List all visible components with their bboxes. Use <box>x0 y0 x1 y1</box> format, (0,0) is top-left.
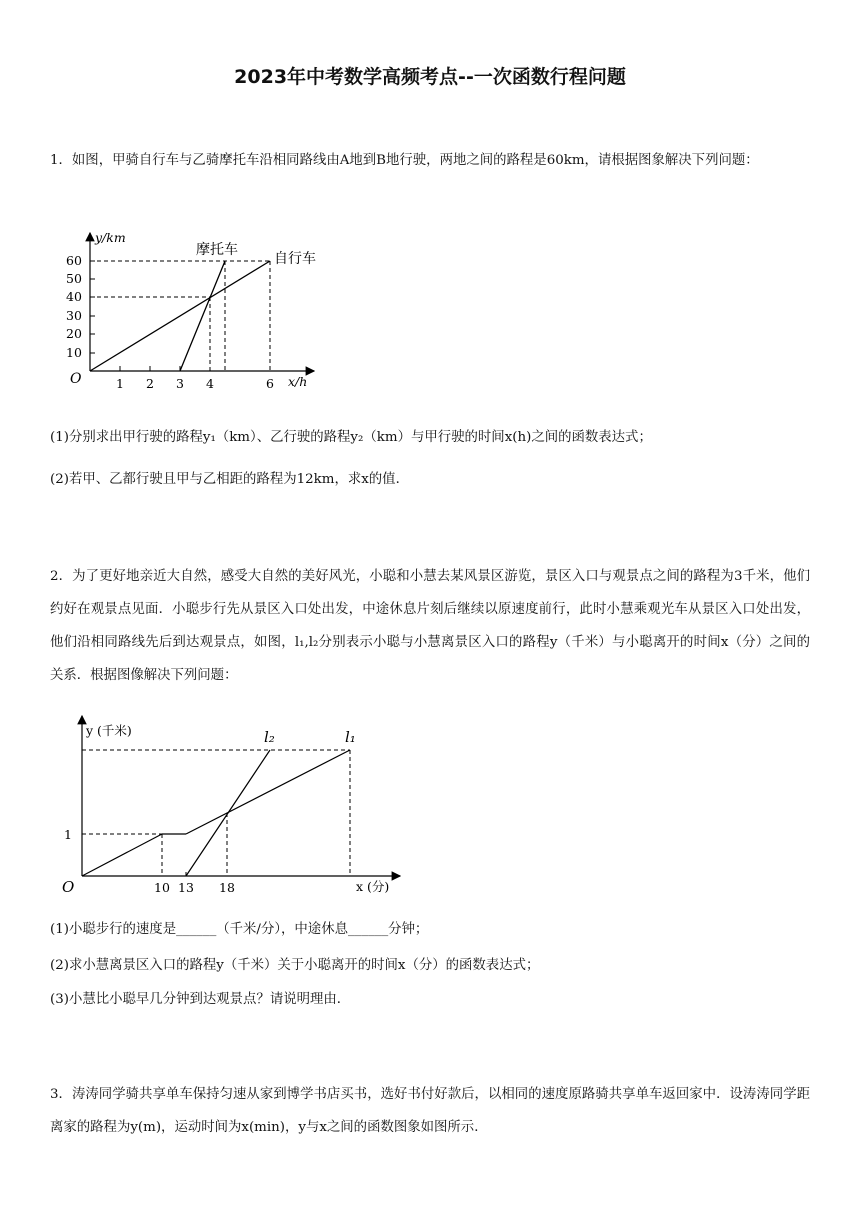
q2-part3: (3)小慧比小聪早几分钟到达观景点？请说明理由． <box>50 992 351 1007</box>
q1-part1: (1)分别求出甲行驶的路程y₁（km）、乙行驶的路程y₂（km）与甲行驶的时间x(h)之间的函数表达式； <box>50 430 652 445</box>
q1-ytick-30: 30 <box>66 308 82 323</box>
q2-xtick-18: 18 <box>219 880 235 895</box>
q2-graph <box>60 712 420 897</box>
q2-xtick-13: 13 <box>178 880 194 895</box>
q2-xtick-10: 10 <box>154 880 170 895</box>
q2-xlabel: x (分) <box>356 879 390 894</box>
q1-xtick-6: 6 <box>266 376 274 391</box>
q1-ytick-20: 20 <box>66 326 82 341</box>
q1-ytick-60: 60 <box>66 253 82 268</box>
bicycle-label: 自行车 <box>274 251 316 267</box>
q1-ytick-50: 50 <box>66 271 82 286</box>
l2-label: l₂ <box>264 728 275 746</box>
q1-stem: 1．如图，甲骑自行车与乙骑摩托车沿相同路线由A地到B地行驶，两地之间的路程是60km，请根据图象解决下列问题： <box>50 153 759 168</box>
q1-ylabel: y/km <box>95 230 126 245</box>
page-title: 2023年中考数学高频考点--一次函数行程问题 <box>234 66 626 88</box>
l2-line <box>186 750 270 876</box>
q2-origin: O <box>62 878 75 896</box>
l1-line-2 <box>186 750 350 834</box>
q1-origin: O <box>70 371 82 387</box>
q1-xlabel: x/h <box>288 374 308 389</box>
q2-part1: (1)小聪步行的速度是______（千米/分），中途休息______分钟； <box>50 922 429 937</box>
q2-ylabel: y (千米) <box>86 723 132 738</box>
q1-ytick-40: 40 <box>66 289 82 304</box>
l1-label: l₁ <box>345 728 356 746</box>
q1-ytick-10: 10 <box>66 345 82 360</box>
q2-part2: (2)求小慧离景区入口的路程y（千米）关于小聪离开的时间x（分）的函数表达式； <box>50 958 540 973</box>
q1-graph <box>62 225 392 395</box>
q2-ytick-1: 1 <box>64 827 72 842</box>
q2-stem: 2．为了更好地亲近大自然，感受大自然的美好风光，小聪和小慧去某风景区游览，景区入口与观景点之间的路程为3千米，他们约好在观景点见面．小聪步行先从景区入口处出发，中途休息片刻后继续以原速度前行，此时小慧乘观光车从景区入口处出发，他们沿相同路线先后到达观景点，如图，l₁,l₂分别表示小聪与小慧离景区入口的路程y（千米）与小聪离开的时间x（分）之间的关系．根据图像解决下列问题： <box>50 569 810 683</box>
q1-xtick-2: 2 <box>146 376 154 391</box>
q1-xtick-1: 1 <box>116 376 124 391</box>
q1-xtick-3: 3 <box>176 376 184 391</box>
motorcycle-label: 摩托车 <box>196 242 238 258</box>
q1-xtick-4: 4 <box>206 376 214 391</box>
q1-part2: (2)若甲、乙都行驶且甲与乙相距的路程为12km，求x的值． <box>50 472 409 487</box>
q3-stem: 3．涛涛同学骑共享单车保持匀速从家到博学书店买书，选好书付好款后，以相同的速度原路骑共享单车返回家中．设涛涛同学距离家的路程为y(m)，运动时间为x(min)，y与x之间的函数图象如图所示． <box>50 1087 810 1135</box>
bicycle-line <box>90 261 270 371</box>
motorcycle-line <box>180 261 225 371</box>
l1-line <box>82 834 162 876</box>
